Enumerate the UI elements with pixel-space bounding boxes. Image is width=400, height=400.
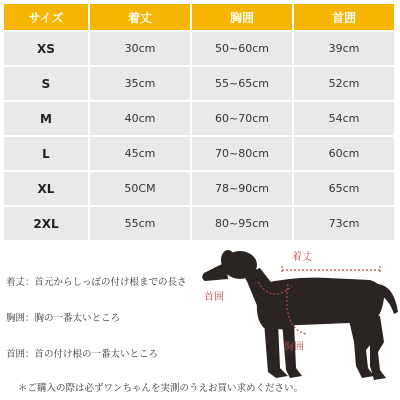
table-row — [4, 172, 394, 205]
table-row — [4, 102, 394, 135]
table-row — [4, 137, 394, 170]
neck-cell: 54cm — [294, 102, 394, 135]
legend-chest: 胸囲：胸の一番太いところ — [6, 313, 121, 324]
size-cell: L — [4, 137, 88, 170]
neck-cell: 73cm — [294, 207, 394, 240]
chest-cell: 50~60cm — [192, 32, 292, 65]
length-label: 着丈 — [292, 252, 312, 263]
neck-cell: 60cm — [294, 137, 394, 170]
purchase-note: ＊ご購入の際は必ずワンちゃんを実測のうえお買い求めください。 — [18, 383, 304, 394]
chest-cell: 70~80cm — [192, 137, 292, 170]
header-neck: 首囲 — [294, 4, 394, 30]
legend-neck: 首囲：首の付け根の一番太いところ — [6, 349, 159, 360]
neck-cell: 52cm — [294, 67, 394, 100]
header-length: 着丈 — [90, 4, 190, 30]
neck-label: 首囲 — [204, 292, 224, 303]
chest-cell: 60~70cm — [192, 102, 292, 135]
length-cell: 40cm — [90, 102, 190, 135]
size-cell: S — [4, 67, 88, 100]
dog-measurement-diagram — [198, 238, 400, 386]
length-cell: 30cm — [90, 32, 190, 65]
length-cell: 50CM — [90, 172, 190, 205]
table-header-row — [4, 4, 394, 30]
length-cell: 55cm — [90, 207, 190, 240]
chest-cell: 80~95cm — [192, 207, 292, 240]
neck-cell: 65cm — [294, 172, 394, 205]
size-cell: M — [4, 102, 88, 135]
length-cell: 35cm — [90, 67, 190, 100]
header-size: サイズ — [4, 4, 88, 30]
table-row — [4, 207, 394, 240]
size-cell: XS — [4, 32, 88, 65]
size-chart-table — [2, 2, 396, 242]
table-row — [4, 32, 394, 65]
size-cell: XL — [4, 172, 88, 205]
length-cell: 45cm — [90, 137, 190, 170]
legend-length: 着丈：首元からしっぽの付け根までの長さ — [6, 277, 187, 288]
chest-label: 胸囲 — [284, 342, 304, 353]
neck-cell: 39cm — [294, 32, 394, 65]
table-row — [4, 67, 394, 100]
header-chest: 胸囲 — [192, 4, 292, 30]
size-cell: 2XL — [4, 207, 88, 240]
chest-cell: 55~65cm — [192, 67, 292, 100]
dog-silhouette-icon — [198, 238, 400, 386]
chest-cell: 78~90cm — [192, 172, 292, 205]
